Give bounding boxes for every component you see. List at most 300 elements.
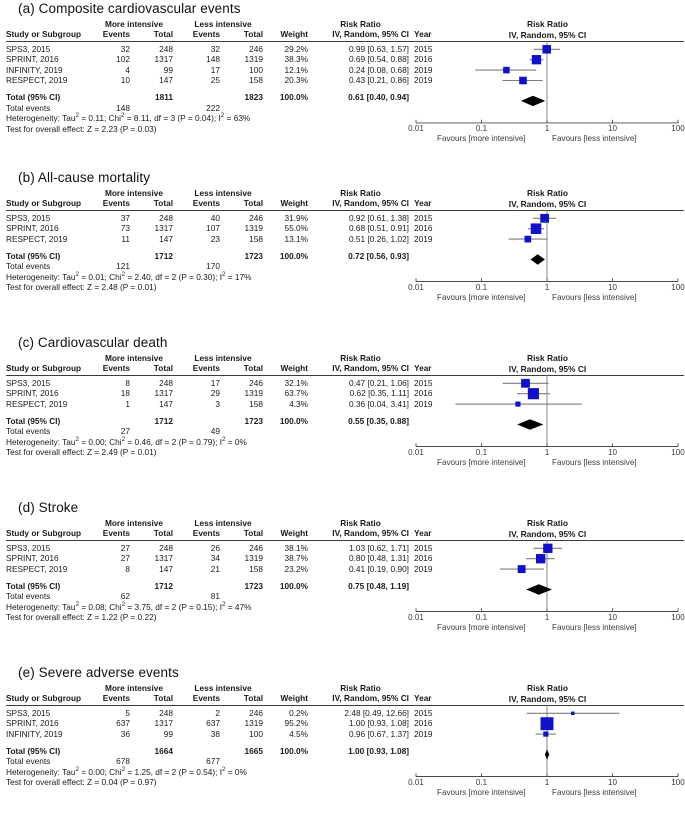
favours-left-label: Favours [more intensive] — [437, 133, 526, 143]
weight-value: 20.3% — [284, 75, 308, 86]
col-header-total-less: Total — [226, 693, 268, 705]
favours-right-label: Favours [less intensive] — [552, 787, 637, 797]
col-header-events-more: Events — [90, 693, 136, 705]
events-more: 37 — [120, 212, 130, 223]
x-axis-tick-label: 10 — [607, 778, 618, 787]
empty-cell — [136, 756, 178, 766]
empty-cell — [414, 416, 442, 426]
plot-title-line2: IV, Random, 95% CI — [508, 693, 587, 704]
col-header-events-less: Events — [178, 693, 226, 705]
study-table — [6, 518, 442, 623]
events-more: 8 — [125, 377, 130, 388]
col-header-weight: Weight — [268, 198, 312, 210]
study-name: RESPECT, 2019 — [6, 75, 68, 86]
x-axis-tick-label: 100 — [671, 448, 685, 457]
weight-value: 38.1% — [284, 542, 308, 553]
total-ci-row — [6, 92, 442, 102]
weight-value: 29.2% — [284, 43, 308, 54]
plot-title-line2: IV, Random, 95% CI — [508, 363, 587, 374]
events-more: 27 — [120, 542, 130, 553]
x-axis-tick-label: 10 — [607, 613, 618, 622]
total-more-sum: 1811 — [155, 92, 173, 103]
heterogeneity-text-row — [6, 437, 442, 447]
x-axis-tick-label: 0.01 — [408, 283, 424, 292]
group-header-less: Less intensive — [194, 188, 252, 198]
col-header-study: Study or Subgroup — [6, 363, 90, 375]
study-marker — [515, 402, 520, 407]
events-less: 32 — [210, 43, 220, 54]
group-header-less: Less intensive — [194, 353, 252, 363]
plot-title-line2: IV, Random, 95% CI — [508, 29, 587, 40]
empty-cell — [136, 591, 178, 601]
weight-value: 38.7% — [284, 553, 308, 564]
overall-effect-text: Test for overall effect: Z = 1.22 (P = 0.22) — [6, 612, 157, 623]
total-less: 246 — [249, 43, 263, 54]
events-less: 25 — [210, 75, 220, 86]
empty-cell — [268, 756, 312, 766]
overall-effect-text-row — [6, 447, 442, 457]
total-ci-label: Total (95% CI) — [6, 416, 61, 427]
col-header-study: Study or Subgroup — [6, 528, 90, 540]
total-less-sum: 1723 — [244, 581, 263, 592]
risk-ratio-ci: 0.68 [0.51, 0.91] — [349, 223, 409, 234]
table-row — [6, 210, 442, 223]
events-more: 8 — [125, 563, 130, 574]
empty-cell — [136, 103, 178, 113]
risk-ratio-ci: 0.41 [0.19, 0.90] — [349, 563, 409, 574]
x-axis-tick-label: 0.01 — [408, 448, 424, 457]
pooled-diamond — [531, 254, 545, 264]
year-value: 2015 — [414, 43, 433, 54]
overall-effect-text: Test for overall effect: Z = 2.48 (P = 0.01) — [6, 282, 157, 293]
total-ci-row — [6, 251, 442, 261]
risk-ratio-ci: 0.99 [0.63, 1.57] — [349, 43, 409, 54]
risk-ratio-ci: 1.00 [0.93, 1.08] — [349, 718, 409, 729]
study-name: SPS3, 2015 — [6, 212, 51, 223]
year-value: 2016 — [414, 223, 433, 234]
x-axis-tick-label: 0.01 — [408, 613, 424, 622]
risk-ratio-ci: 0.92 [0.61, 1.38] — [349, 212, 409, 223]
total-events-more: 148 — [116, 102, 130, 113]
plot-title-line2: IV, Random, 95% CI — [508, 528, 587, 539]
total-events-less: 170 — [206, 261, 220, 272]
events-more: 36 — [120, 728, 130, 739]
total-risk-ratio-ci: 0.72 [0.56, 0.93] — [348, 251, 409, 262]
column-header-row — [6, 198, 442, 210]
events-more: 11 — [121, 233, 130, 244]
events-less: 29 — [210, 388, 220, 399]
overall-effect-text-row — [6, 282, 442, 292]
x-axis-tick-label: 1 — [544, 448, 550, 457]
x-axis-tick-label: 0.01 — [408, 124, 424, 134]
study-name: SPRINT, 2016 — [6, 54, 59, 65]
events-less: 23 — [210, 233, 220, 244]
x-axis-tick-label: 0.1 — [475, 283, 488, 292]
events-less: 17 — [210, 377, 220, 388]
study-name: SPRINT, 2016 — [6, 388, 59, 399]
group-header-less: Less intensive — [194, 683, 252, 693]
weight-value: 12.1% — [284, 64, 308, 75]
total-less-sum: 1823 — [244, 92, 263, 103]
overall-effect-text-row — [6, 777, 442, 787]
events-less: 21 — [210, 563, 220, 574]
total-events-label: Total events — [6, 426, 51, 437]
study-marker — [543, 544, 552, 553]
total-more: 1317 — [154, 553, 173, 564]
spacer-cell — [6, 19, 90, 29]
study-name: RESPECT, 2019 — [6, 398, 68, 409]
events-less: 38 — [210, 728, 220, 739]
column-header-row — [6, 693, 442, 705]
study-marker — [518, 565, 526, 573]
forest-panel-b — [0, 162, 685, 327]
events-less: 34 — [210, 553, 220, 564]
risk-ratio-ci: 1.03 [0.62, 1.71] — [349, 542, 409, 553]
total-events-more: 678 — [116, 756, 130, 767]
table-row — [6, 729, 442, 739]
empty-cell — [90, 581, 136, 591]
study-name: INFINITY, 2019 — [6, 64, 63, 75]
events-more: 18 — [120, 388, 130, 399]
table-row — [6, 705, 442, 718]
forest-panel-c — [0, 327, 685, 492]
table-row — [6, 399, 442, 409]
total-events-less: 81 — [210, 591, 220, 602]
events-less: 26 — [210, 542, 220, 553]
overall-effect-text: Test for overall effect: Z = 2.49 (P = 0.01) — [6, 447, 157, 458]
col-header-total-more: Total — [136, 528, 178, 540]
x-axis-tick-label: 0.1 — [475, 613, 488, 622]
x-axis-tick-label: 10 — [607, 124, 618, 134]
table-row — [6, 223, 442, 233]
heterogeneity-text-row — [6, 113, 442, 123]
pooled-diamond — [521, 96, 545, 106]
col-header-ci: IV, Random, 95% CI — [312, 29, 414, 41]
total-events-label: Total events — [6, 102, 51, 113]
col-header-total-more: Total — [136, 29, 178, 41]
total-events-label: Total events — [6, 261, 51, 272]
total-events-label: Total events — [6, 591, 51, 602]
x-axis-tick-label: 0.1 — [475, 448, 488, 457]
group-header-row — [6, 518, 442, 528]
column-header-row — [6, 363, 442, 375]
col-header-year: Year — [414, 693, 442, 705]
empty-cell — [312, 426, 414, 436]
col-header-events-more: Events — [90, 528, 136, 540]
col-header-year: Year — [414, 29, 442, 41]
weight-value: 4.5% — [289, 728, 308, 739]
table-row — [6, 564, 442, 574]
empty-cell — [268, 591, 312, 601]
total-weight: 100.0% — [279, 746, 308, 757]
col-header-events-less: Events — [178, 528, 226, 540]
col-header-events-less: Events — [178, 198, 226, 210]
col-header-total-less: Total — [226, 29, 268, 41]
total-risk-ratio-ci: 1.00 [0.93, 1.08] — [348, 746, 409, 757]
weight-value: 4.3% — [289, 398, 308, 409]
x-axis-tick-label: 100 — [671, 124, 685, 134]
col-header-events-more: Events — [90, 363, 136, 375]
column-header-row — [6, 29, 442, 41]
table-row — [6, 388, 442, 398]
spacer-cell — [268, 188, 312, 198]
table-row — [6, 41, 442, 54]
study-marker — [503, 67, 510, 74]
pooled-diamond — [545, 749, 549, 759]
table-row — [6, 54, 442, 64]
total-ci-row — [6, 581, 442, 591]
pooled-diamond — [526, 584, 552, 594]
x-axis-tick-label: 1 — [544, 124, 550, 134]
col-header-events-more: Events — [90, 29, 136, 41]
heterogeneity-text: Heterogeneity: Tau$^2$ = 0.11; Chi$^2$ = 8.11, df = 3 (P = 0.04); $I^2 = 63\%$ — [6, 112, 251, 124]
table-row — [6, 553, 442, 563]
year-value: 2019 — [414, 728, 433, 739]
empty-cell — [268, 261, 312, 271]
study-table — [6, 188, 442, 293]
col-header-total-less: Total — [226, 528, 268, 540]
col-header-study: Study or Subgroup — [6, 29, 90, 41]
total-less-sum: 1665 — [244, 746, 263, 757]
total-less: 246 — [249, 377, 263, 388]
year-value: 2019 — [414, 64, 433, 75]
favours-right-label: Favours [less intensive] — [552, 133, 637, 143]
year-value: 2019 — [414, 563, 433, 574]
spacer-cell — [268, 683, 312, 693]
col-header-events-more: Events — [90, 198, 136, 210]
group-header-row — [6, 188, 442, 198]
overall-effect-text-row — [6, 612, 442, 622]
col-header-events-less: Events — [178, 29, 226, 41]
total-more: 147 — [159, 75, 173, 86]
spacer-cell — [6, 683, 90, 693]
risk-ratio-ci: 0.69 [0.54, 0.88] — [349, 54, 409, 65]
total-less: 246 — [249, 542, 263, 553]
study-marker — [571, 712, 574, 715]
total-less: 158 — [249, 563, 263, 574]
forest-panel-e — [0, 657, 685, 829]
col-header-year: Year — [414, 363, 442, 375]
study-name: RESPECT, 2019 — [6, 233, 68, 244]
x-axis-tick-label: 1 — [544, 283, 550, 292]
col-header-year: Year — [414, 528, 442, 540]
empty-cell — [178, 581, 226, 591]
events-less: 107 — [206, 223, 220, 234]
total-more: 248 — [159, 212, 173, 223]
year-value: 2016 — [414, 54, 433, 65]
col-header-total-more: Total — [136, 363, 178, 375]
total-events-less: 677 — [206, 756, 220, 767]
group-header-less: Less intensive — [194, 19, 252, 29]
weight-value: 31.9% — [284, 212, 308, 223]
risk-ratio-ci: 0.80 [0.48, 1.31] — [349, 553, 409, 564]
weight-value: 38.3% — [284, 54, 308, 65]
col-header-events-less: Events — [178, 363, 226, 375]
col-header-weight: Weight — [268, 528, 312, 540]
empty-cell — [312, 756, 414, 766]
spacer-cell — [6, 188, 90, 198]
total-more-sum: 1712 — [154, 416, 173, 427]
total-more: 147 — [159, 233, 173, 244]
col-header-ci: IV, Random, 95% CI — [312, 528, 414, 540]
year-value: 2015 — [414, 377, 433, 388]
study-name: SPRINT, 2016 — [6, 553, 59, 564]
forest-panel-a — [0, 0, 685, 162]
empty-cell — [268, 103, 312, 113]
spacer-cell — [268, 19, 312, 29]
study-marker — [543, 732, 548, 737]
study-marker — [521, 379, 530, 388]
empty-cell — [312, 261, 414, 271]
total-weight: 100.0% — [279, 581, 308, 592]
total-more: 248 — [159, 542, 173, 553]
table-row — [6, 718, 442, 728]
study-marker — [531, 223, 542, 234]
spacer-cell — [268, 518, 312, 528]
events-less: 3 — [215, 398, 220, 409]
total-events-more: 62 — [120, 591, 130, 602]
heterogeneity-text-row — [6, 272, 442, 282]
group-header-riskratio: Risk Ratio — [340, 353, 381, 363]
weight-value: 63.7% — [284, 388, 308, 399]
group-header-riskratio: Risk Ratio — [340, 683, 381, 693]
panel-title: (a) Composite cardiovascular events — [18, 1, 241, 16]
events-less: 40 — [210, 212, 220, 223]
group-header-riskratio: Risk Ratio — [340, 188, 381, 198]
total-more: 248 — [159, 707, 173, 718]
study-marker — [528, 388, 539, 399]
study-table — [6, 19, 442, 134]
total-ci-label: Total (95% CI) — [6, 581, 61, 592]
weight-value: 32.1% — [284, 377, 308, 388]
total-less: 1319 — [244, 388, 263, 399]
study-name: SPS3, 2015 — [6, 377, 51, 388]
total-more-sum: 1712 — [154, 251, 173, 262]
risk-ratio-ci: 0.47 [0.21, 1.06] — [349, 377, 409, 388]
empty-cell — [178, 251, 226, 261]
group-header-more: More intensive — [104, 19, 164, 29]
plot-title-line1: Risk Ratio — [527, 517, 568, 528]
total-ci-label: Total (95% CI) — [6, 92, 61, 103]
year-value: 2015 — [414, 542, 433, 553]
col-header-year: Year — [414, 198, 442, 210]
total-less: 1319 — [244, 223, 263, 234]
empty-cell — [414, 103, 442, 113]
total-more-sum: 1664 — [154, 746, 173, 757]
study-table — [6, 353, 442, 458]
heterogeneity-text: Heterogeneity: Tau$^2$ = 0.08; Chi$^2$ = 3.75, df = 2 (P = 0.15); $I^2 = 47\%$ — [6, 601, 252, 612]
empty-cell — [414, 591, 442, 601]
empty-cell — [414, 261, 442, 271]
table-row — [6, 234, 442, 244]
overall-effect-text: Test for overall effect: Z = 2.23 (P = 0.03) — [6, 123, 157, 134]
empty-cell — [178, 746, 226, 756]
group-header-more: More intensive — [104, 683, 164, 693]
heterogeneity-text-row — [6, 602, 442, 612]
favours-left-label: Favours [more intensive] — [437, 787, 526, 797]
study-name: SPS3, 2015 — [6, 542, 51, 553]
empty-cell — [136, 426, 178, 436]
study-marker — [541, 717, 554, 730]
col-header-weight: Weight — [268, 693, 312, 705]
total-more: 1317 — [154, 54, 173, 65]
col-header-ci: IV, Random, 95% CI — [312, 198, 414, 210]
empty-cell — [226, 103, 268, 113]
empty-cell — [312, 103, 414, 113]
heterogeneity-text: Heterogeneity: Tau$^2$ = 0.01; Chi$^2$ = 2.40, df = 2 (P = 0.30); $I^2 = 17\%$ — [6, 271, 252, 282]
table-row — [6, 375, 442, 388]
risk-ratio-ci: 0.43 [0.21, 0.86] — [349, 75, 409, 86]
total-more: 99 — [163, 728, 173, 739]
events-more: 4 — [125, 64, 130, 75]
events-less: 148 — [206, 54, 220, 65]
total-events-less: 49 — [210, 426, 220, 437]
total-more: 147 — [159, 563, 173, 574]
events-less: 637 — [206, 718, 220, 729]
empty-cell — [414, 426, 442, 436]
row-spacer — [6, 85, 442, 92]
x-axis-tick-label: 10 — [607, 283, 618, 292]
row-spacer — [6, 739, 442, 746]
x-axis-tick-label: 10 — [607, 448, 618, 457]
total-more-sum: 1712 — [154, 581, 173, 592]
empty-cell — [414, 746, 442, 756]
year-value: 2016 — [414, 553, 433, 564]
empty-cell — [312, 591, 414, 601]
risk-ratio-ci: 0.24 [0.08, 0.68] — [349, 64, 409, 75]
events-more: 1 — [125, 398, 130, 409]
x-axis-tick-label: 100 — [671, 778, 685, 787]
col-header-study: Study or Subgroup — [6, 198, 90, 210]
events-less: 17 — [210, 64, 220, 75]
total-less: 246 — [249, 212, 263, 223]
empty-cell — [90, 251, 136, 261]
events-more: 27 — [120, 553, 130, 564]
total-events-more: 27 — [120, 426, 130, 437]
total-risk-ratio-ci: 0.61 [0.40, 0.94] — [348, 92, 409, 103]
col-header-ci: IV, Random, 95% CI — [312, 363, 414, 375]
group-header-less: Less intensive — [194, 518, 252, 528]
study-table — [6, 683, 442, 788]
favours-right-label: Favours [less intensive] — [552, 622, 637, 632]
study-marker — [542, 45, 551, 54]
total-less: 158 — [249, 398, 263, 409]
total-weight: 100.0% — [279, 92, 308, 103]
risk-ratio-ci: 0.62 [0.35, 1.11] — [349, 388, 409, 399]
panel-title: (b) All-cause mortality — [18, 170, 151, 185]
empty-cell — [178, 92, 226, 102]
empty-cell — [226, 591, 268, 601]
total-more: 147 — [159, 398, 173, 409]
total-events-more: 121 — [116, 261, 130, 272]
empty-cell — [178, 416, 226, 426]
study-marker — [536, 554, 545, 563]
study-name: INFINITY, 2019 — [6, 728, 63, 739]
plot-title-line1: Risk Ratio — [527, 187, 568, 198]
risk-ratio-ci: 0.36 [0.04, 3.41] — [349, 398, 409, 409]
plot-title-line2: IV, Random, 95% CI — [508, 198, 587, 209]
events-more: 73 — [120, 223, 130, 234]
col-header-weight: Weight — [268, 363, 312, 375]
group-header-more: More intensive — [104, 353, 164, 363]
risk-ratio-ci: 2.48 [0.49, 12.66] — [344, 707, 409, 718]
weight-value: 23.2% — [284, 563, 308, 574]
year-value: 2019 — [414, 233, 433, 244]
panel-title: (e) Severe adverse events — [18, 665, 179, 680]
study-name: SPS3, 2015 — [6, 43, 51, 54]
row-spacer — [6, 244, 442, 251]
empty-cell — [414, 756, 442, 766]
